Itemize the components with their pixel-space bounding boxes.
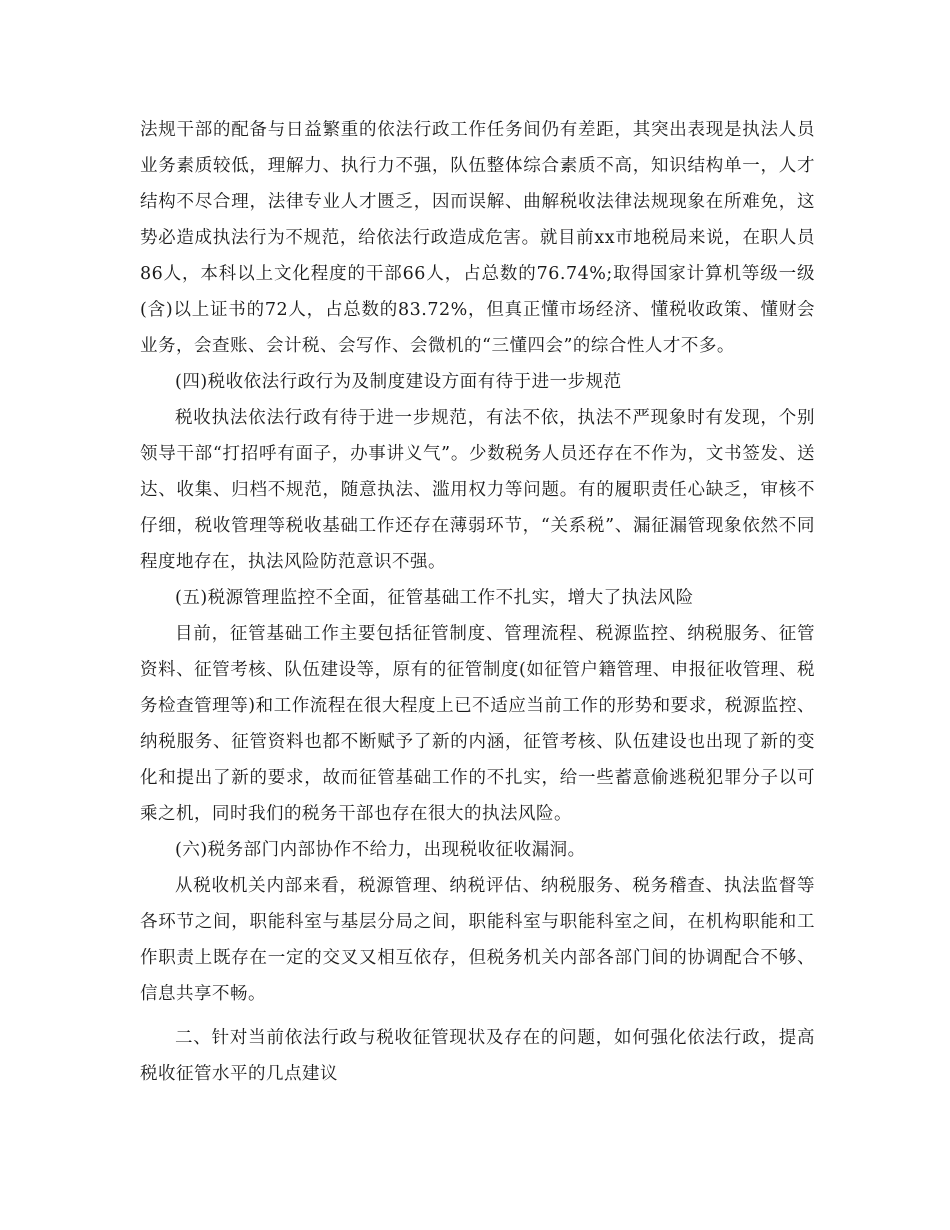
heading-section-6: (六)税务部门内部协作不给力，出现税收征收漏洞。 <box>175 840 586 860</box>
paragraph-staff-quality: 法规干部的配备与日益繁重的依法行政工作任务间仍有差距，其突出表现是执法人员业务素质较低，理解力、执行力不强，队伍整体综合素质不高，知识结构单一，人才结构不尽合理，法律专业人才匮乏，因而误解、曲解税收法律法规现象在所难免，这势必造成执法行为不规范，给依法行政造成危害。就目前xx市地税局来说，在职人员86人，本科以上文化程度的干部66人，占总数的76.74%;取得国家计算机等级一级(含)以上证书的72人，占总数的83.72%，但真正懂市场经济、懂税收政策、懂财会业务，会查账、会计税、会写作、会微机的“三懂四会”的综合性人才不多。 <box>140 120 815 356</box>
paragraph-internal-cooperation: 从税收机关内部来看，税源管理、纳税评估、纳税服务、税务稽查、执法监督等各环节之间，职能科室与基层分局之间，职能科室与职能科室之间，在机构职能和工作职责上既存在一定的交叉又相互依存，但税务机关内部各部门间的协调配合不够、信息共享不畅。 <box>140 876 815 1004</box>
paragraph-law-enforcement: 税收执法依法行政有待于进一步规范，有法不依，执法不严现象时有发现，个别领导干部“打招呼有面子，办事讲义气”。少数税务人员还存在不作为，文书签发、送达、收集、归档不规范，随意执法、滥用权力等问题。有的履职责任心缺乏，审核不仔细，税收管理等税收基础工作还存在薄弱环节，“关系税”、漏征漏管现象依然不同程度地存在，执法风险防范意识不强。 <box>140 408 815 572</box>
paragraph-collection-management: 目前，征管基础工作主要包括征管制度、管理流程、税源监控、纳税服务、征管资料、征管考核、队伍建设等，原有的征管制度(如征管户籍管理、申报征收管理、税务检查管理等)和工作流程在很大程度上已不适应当前工作的形势和要求，税源监控、纳税服务、征管资料也都不断赋予了新的内涵，征管考核、队伍建设也出现了新的变化和提出了新的要求，故而征管基础工作的不扎实，给一些蓄意偷逃税犯罪分子以可乘之机，同时我们的税务干部也存在很大的执法风险。 <box>140 624 815 824</box>
heading-section-5: (五)税源管理监控不全面，征管基础工作不扎实，增大了执法风险 <box>175 588 694 608</box>
heading-section-4: (四)税收依法行政行为及制度建设方面有待于进一步规范 <box>175 372 622 392</box>
document-body <box>140 112 815 1092</box>
heading-part-2-suggestions: 二、针对当前依法行政与税收征管现状及存在的问题，如何强化依法行政，提高税收征管水平的几点建议 <box>140 1028 815 1084</box>
